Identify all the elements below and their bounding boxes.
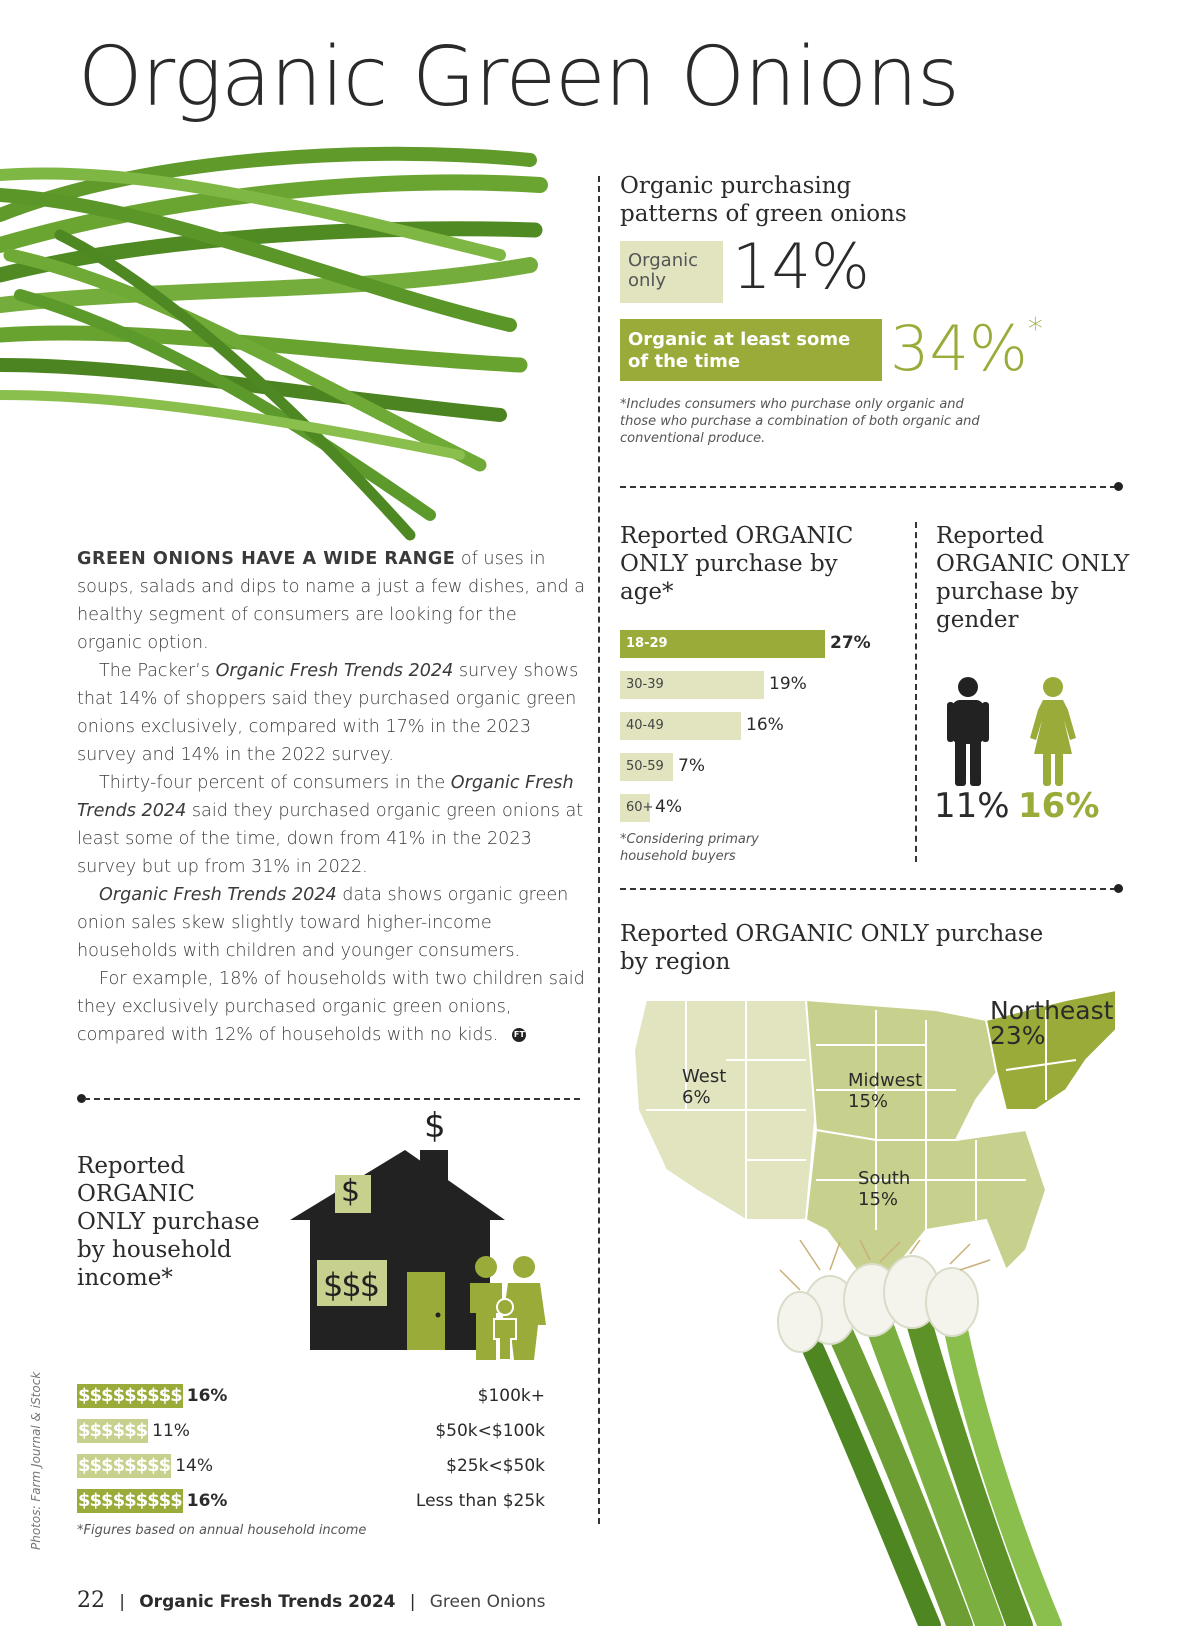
age-value-label: 16% <box>746 715 784 735</box>
age-bar-60plus: 60+ <box>620 794 650 822</box>
age-title: Reported ORGANIC ONLY purchase by age* <box>620 523 854 605</box>
income-value: 16% <box>186 1491 228 1511</box>
paragraph-4: Organic Fresh Trends 2024 data shows organic green onion sales skew slightly toward higher-income households with children and younger consumers. <box>77 885 569 961</box>
family-icon <box>462 1255 552 1360</box>
west-label: West 6% <box>682 1066 727 1108</box>
organic-only-value: 14% <box>732 230 870 303</box>
income-dollar-bar: $$$$$$$$$ <box>78 1490 182 1511</box>
page-title: Organic Green Onions <box>78 30 959 125</box>
income-dollar-bar: $$$$$$$$$ <box>78 1385 182 1406</box>
age-value-label: 27% <box>830 633 871 653</box>
income-bracket-label: $50k<$100k <box>435 1421 545 1441</box>
organic-only-box: Organic only <box>620 241 723 303</box>
organic-some-value: 34%* <box>890 312 1043 385</box>
paragraph-5: For example, 18% of households with two children said they exclusively purchased organic green onions, compared with 12% of households with no kids. FT <box>77 969 585 1045</box>
gender-title: Reported ORGANIC ONLY purchase by gender <box>936 523 1130 633</box>
section-name: Green Onions <box>429 1592 546 1612</box>
income-row <box>77 1419 545 1443</box>
age-value-label: 4% <box>655 797 682 817</box>
income-bracket-label: $25k<$50k <box>446 1456 545 1476</box>
age-bar-50-59: 50-59 <box>620 753 673 781</box>
age-bar-30-39: 30-39 <box>620 671 764 699</box>
age-bar-chart <box>620 630 920 830</box>
article-body <box>77 545 587 1049</box>
age-bar-40-49: 40-49 <box>620 712 741 740</box>
ft-logo-icon: FT <box>512 1028 526 1042</box>
page-footer: 22 | Organic Fresh Trends 2024 | Green Onions <box>77 1588 546 1613</box>
income-bracket-label: $100k+ <box>477 1386 545 1406</box>
house-icon: $ $ $$$ <box>290 1110 560 1350</box>
gender-divider <box>915 522 917 862</box>
patterns-footnote: *Includes consumers who purchase only organic and those who purchase a combination of both organic and conventional produce. <box>620 397 980 446</box>
age-footnote: *Considering primary household buyers <box>620 832 759 864</box>
publication-name: Organic Fresh Trends 2024 <box>139 1592 396 1612</box>
income-value: 11% <box>152 1421 190 1441</box>
divider-dot-2 <box>1114 884 1123 893</box>
income-row <box>77 1489 545 1513</box>
photo-credit: Photos: Farm Journal & iStock <box>29 1371 43 1550</box>
male-value: 11% <box>934 786 1010 826</box>
income-chart <box>0 1384 545 1511</box>
patterns-title: Organic purchasing patterns of green onions <box>620 173 907 227</box>
age-bar-18-29: 18-29 <box>620 630 825 658</box>
south-label: South 15% <box>858 1168 911 1210</box>
income-dollar-bar: $$$$$$$$ <box>78 1455 171 1476</box>
column-divider <box>598 176 600 1524</box>
income-row <box>77 1384 545 1408</box>
section-divider-3 <box>84 1098 580 1100</box>
divider-dot <box>1114 482 1123 491</box>
income-row <box>77 1454 545 1478</box>
male-icon <box>944 676 992 788</box>
age-value-label: 19% <box>769 674 807 694</box>
organic-some-box: Organic at least some of the time <box>620 319 882 381</box>
green-onion-photo <box>0 135 560 545</box>
age-value-label: 7% <box>678 756 705 776</box>
region-title: Reported ORGANIC ONLY purchase by region <box>620 921 1044 975</box>
scallion-bulbs-photo <box>760 1240 1100 1626</box>
income-dollar-bar: $$$$$$ <box>78 1420 148 1441</box>
section-divider <box>620 486 1116 488</box>
female-icon <box>1024 676 1082 788</box>
paragraph-3: Thirty-four percent of consumers in the Organic Fresh Trends 2024 said they purchased organic green onions at least some of the time, down from 41% in the 2023 survey but up from 31% in 2022. <box>77 773 584 877</box>
income-footnote: *Figures based on annual household income <box>77 1523 367 1538</box>
female-value: 16% <box>1018 786 1100 826</box>
northeast-label: Northeast 23% <box>990 996 1114 1050</box>
income-value: 16% <box>186 1386 228 1406</box>
paragraph-1: GREEN ONIONS HAVE A WIDE RANGE of uses in soups, salads and dips to name a just a few dishes, and a healthy segment of consumers are looking for the organic option. <box>77 549 586 653</box>
midwest-label: Midwest 15% <box>848 1070 923 1112</box>
paragraph-2: The Packer’s Organic Fresh Trends 2024 survey shows that 14% of shoppers said they purchased organic green onions exclusively, compared with 17% in the 2023 survey and 14% in the 2022 survey. <box>77 661 579 765</box>
page-number: 22 <box>77 1588 105 1613</box>
income-value: 14% <box>175 1456 213 1476</box>
section-divider-2 <box>620 888 1116 890</box>
income-title: Reported ORGANIC ONLY purchase by household income* <box>77 1153 260 1291</box>
income-bracket-label: Less than $25k <box>415 1491 545 1511</box>
